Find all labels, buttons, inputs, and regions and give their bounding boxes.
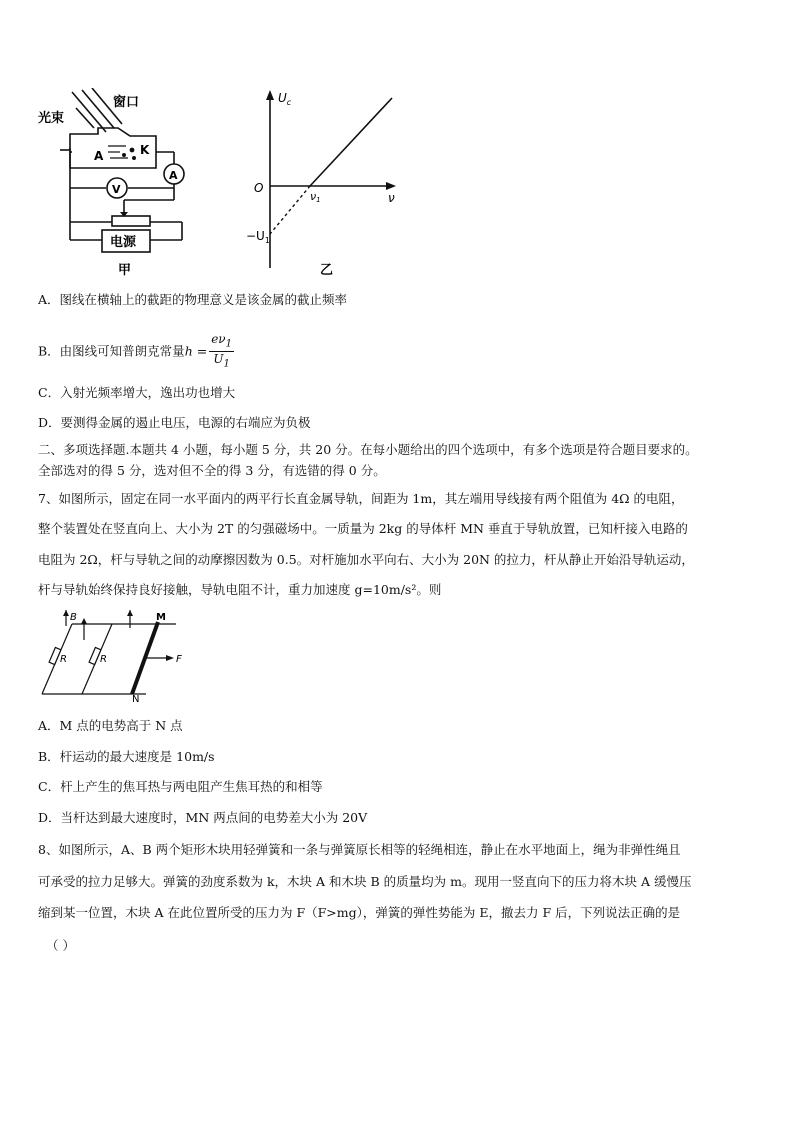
planck-symbol: h =	[184, 343, 208, 359]
q8-line2: 可承受的拉力足够大。弹簧的劲度系数为 k，木块 A 和木块 B 的质量均为 m。现用一竖直向下的压力将木块 A 缓慢压	[38, 874, 692, 889]
q6-option-a: A．图线在横轴上的截距的物理意义是该金属的截止频率	[38, 292, 348, 307]
q8-answer-parens: （ ）	[46, 938, 75, 953]
q7-option-c: C．杆上产生的焦耳热与两电阻产生焦耳热的和相等	[38, 779, 323, 794]
q7-rail-figure	[38, 610, 198, 702]
axis-y-label: $U_c$	[278, 91, 292, 107]
ammeter-label: A	[169, 169, 178, 182]
label-window: 窗口	[113, 95, 140, 110]
section2-line1: 二、多项选择题.本题共 4 小题，每小题 5 分，共 20 分。在每小题给出的四个选项中，有多个选项是符合题目要求的。	[38, 442, 698, 457]
nu1-label: ν1	[310, 190, 321, 204]
label-cathode: K	[140, 143, 150, 157]
q7-fig-f: F	[176, 654, 182, 665]
neg-u1-label: $-U_1$	[246, 229, 270, 245]
figure-jia-circuit	[38, 88, 198, 280]
q7-fig-r1: R	[60, 654, 67, 665]
q7-fig-b: B	[70, 612, 77, 623]
q7-line2: 整个装置处在竖直向上、大小为 2T 的匀强磁场中。一质量为 2kg 的导体杆 MN 垂直于导轨放置，已知杆接入电路的	[38, 521, 688, 536]
figure-jia-caption: 甲	[118, 263, 132, 278]
q8-line1: 8、如图所示，A、B 两个矩形木块用轻弹簧和一条与弹簧原长相等的轻绳相连，静止在水平地面上，绳为非弹性绳且	[38, 842, 681, 857]
section2-line2: 全部选对的得 5 分，选对但不全的得 3 分，有选错的得 0 分。	[38, 463, 386, 478]
q7-line1: 7、如图所示，固定在同一水平面内的两平行长直金属导轨，间距为 1m，其左端用导线接有两个阻值为 4Ω 的电阻，	[38, 491, 684, 506]
label-beam: 光束	[38, 111, 65, 126]
origin-label: O	[254, 181, 264, 195]
axis-x-label: ν	[388, 191, 395, 205]
q7-option-b: B．杆运动的最大速度是 10m/s	[38, 749, 215, 764]
q7-fig-r2: R	[100, 654, 107, 665]
q8-line3: 缩到某一位置，木块 A 在此位置所受的压力为 F（F>mg），弹簧的弹性势能为 E，撤去力 F 后，下列说法正确的是	[38, 905, 681, 920]
voltmeter-label: V	[112, 183, 121, 196]
figure-yi-graph	[246, 88, 406, 280]
label-anode: A	[94, 149, 104, 163]
q7-option-d: D．当杆达到最大速度时，MN 两点间的电势差大小为 20V	[38, 810, 368, 825]
q7-fig-m: M	[156, 612, 166, 623]
q7-option-a: A．M 点的电势高于 N 点	[38, 718, 183, 733]
q7-line4: 杆与导轨始终保持良好接触，导轨电阻不计，重力加速度 g=10m/s²。则	[38, 582, 442, 597]
figure-yi-caption: 乙	[320, 263, 334, 278]
power-source-label: 电源	[110, 235, 137, 250]
q6-option-c: C．入射光频率增大，逸出功也增大	[38, 385, 236, 400]
q7-line3: 电阻为 2Ω，杆与导轨之间的动摩擦因数为 0.5。对杆施加水平向右、大小为 20N 的拉力，杆从静止开始沿导轨运动，	[38, 552, 694, 567]
q6-option-b-text: B．由图线可知普朗克常量	[38, 343, 185, 359]
q7-fig-n: N	[132, 694, 140, 702]
q6-option-b	[38, 332, 234, 372]
q6-option-d: D．要测得金属的遏止电压，电源的右端应为负极	[38, 415, 311, 430]
planck-fraction: $\frac{e\nu_1}{U_1}$	[211, 332, 232, 370]
